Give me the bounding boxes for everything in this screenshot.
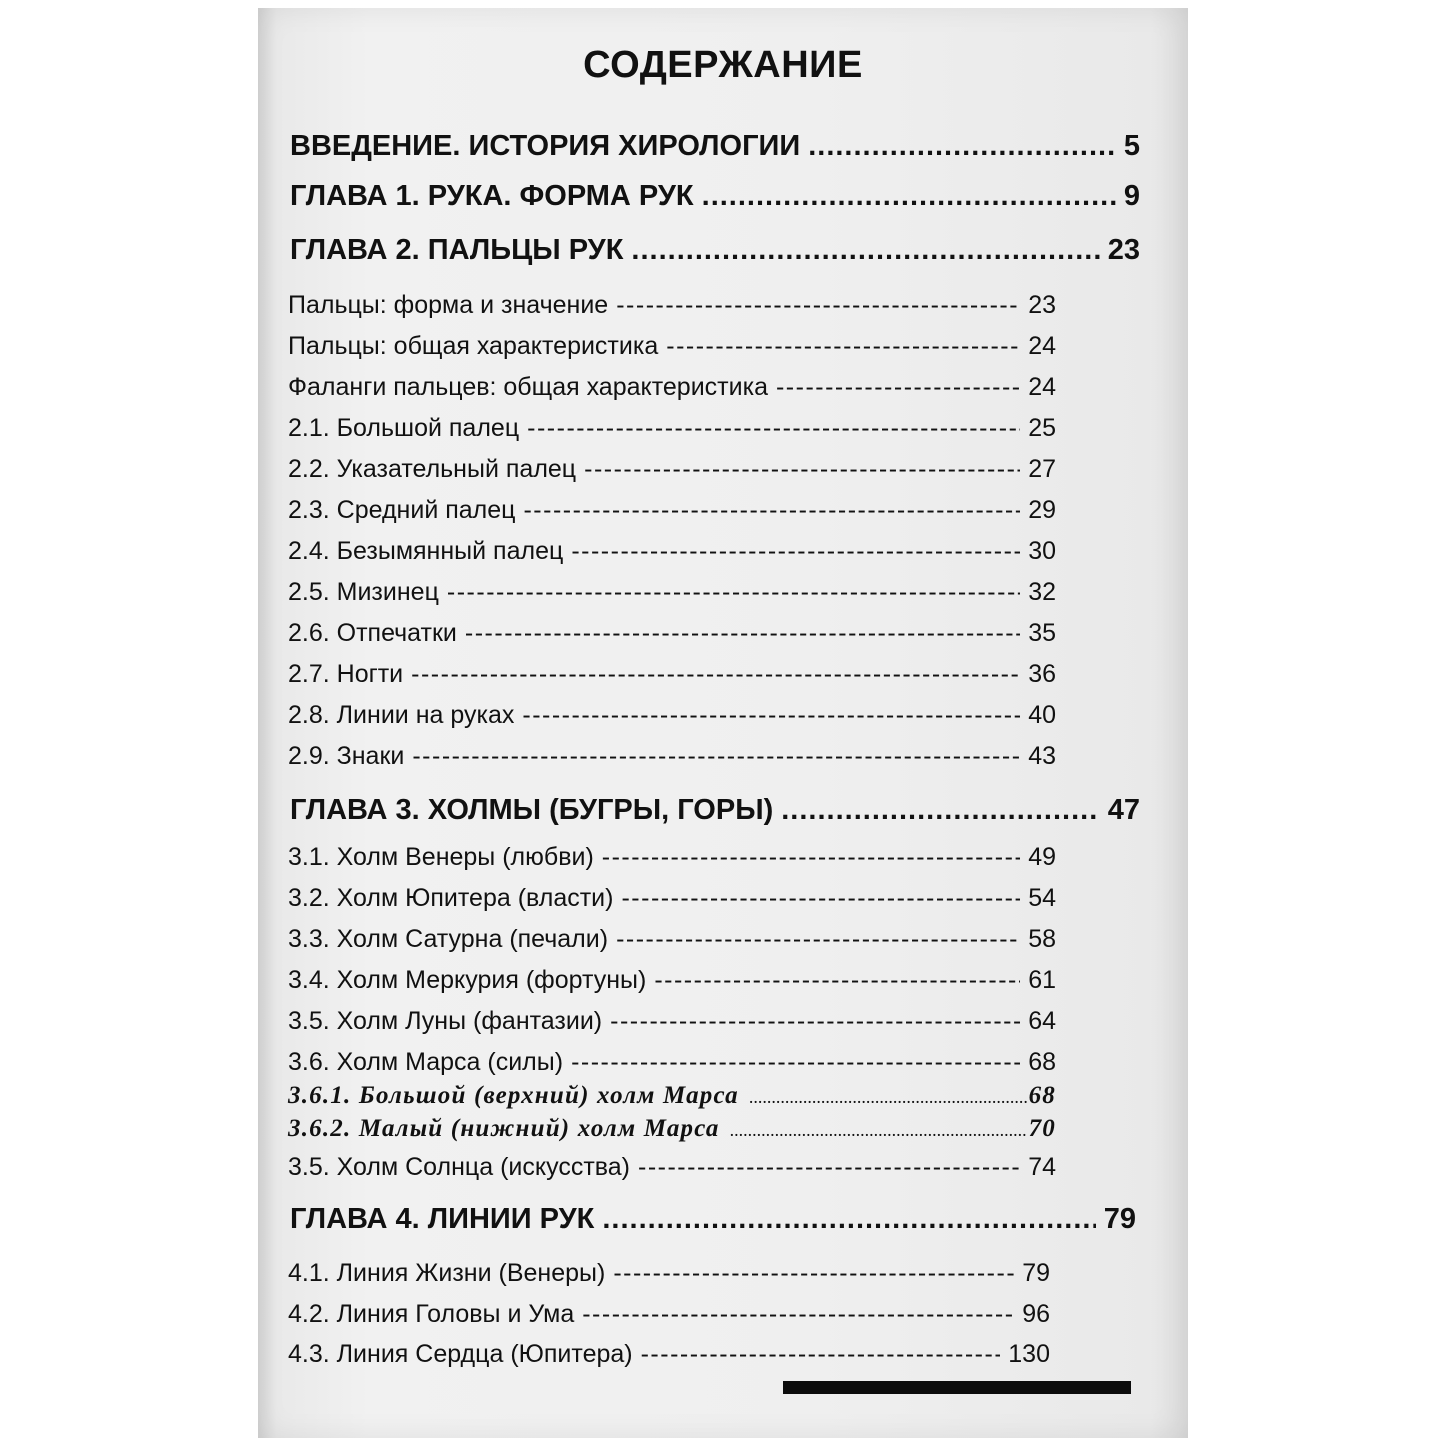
toc-item[interactable]	[288, 414, 1056, 443]
toc-page-number: 130	[1008, 1340, 1050, 1368]
toc-leader-dots	[702, 180, 1116, 213]
toc-leader-dashes	[621, 884, 1020, 913]
toc-page-number: 74	[1028, 1153, 1056, 1181]
toc-chapter-label: ГЛАВА 1. РУКА. ФОРМА РУК	[290, 180, 694, 212]
toc-page-number: 68	[1028, 1048, 1056, 1076]
toc-page-number: 23	[1107, 234, 1140, 266]
toc-subitem[interactable]	[288, 1082, 1056, 1110]
toc-leader-dashes	[522, 701, 1020, 730]
toc-item-label: 3.3. Холм Сатурна (печали)	[288, 925, 609, 953]
toc-subitem-label: 3.6.1. Большой (верхний) холм Марса	[288, 1082, 739, 1109]
toc-page-number: 96	[1022, 1300, 1050, 1328]
toc-leader-dashes	[613, 1259, 1014, 1288]
toc-item[interactable]	[288, 843, 1056, 872]
toc-item-label: 2.6. Отпечатки	[288, 619, 457, 647]
toc-leader-dashes	[616, 291, 1020, 320]
toc-item-label: 3.5. Холм Луны (фантазии)	[288, 1007, 603, 1035]
toc-chapter-intro[interactable]	[290, 130, 1140, 163]
toc-item-label: 2.3. Средний палец	[288, 496, 516, 524]
toc-leader-dashes	[584, 455, 1020, 484]
toc-leader-dashes	[654, 966, 1020, 995]
toc-page-number: 25	[1028, 414, 1056, 442]
toc-item[interactable]	[288, 578, 1056, 607]
toc-item[interactable]	[288, 884, 1056, 913]
toc-page-number: 64	[1028, 1007, 1056, 1035]
toc-chapter-label: ГЛАВА 4. ЛИНИИ РУК	[290, 1203, 595, 1235]
toc-item-label: 3.6. Холм Марса (силы)	[288, 1048, 564, 1076]
toc-leader-dashes	[641, 1340, 1001, 1369]
toc-chapter-2[interactable]	[290, 234, 1140, 267]
toc-leader-dashes	[523, 496, 1020, 525]
toc-page-number: 40	[1028, 701, 1056, 729]
toc-page-number: 27	[1028, 455, 1056, 483]
toc-item-label: 3.5. Холм Солнца (искусства)	[288, 1153, 630, 1181]
toc-item[interactable]	[288, 619, 1056, 648]
toc-page-number: 47	[1107, 794, 1140, 826]
toc-page-number: 79	[1022, 1259, 1050, 1287]
toc-subitem-label: 3.6.2. Малый (нижний) холм Марса	[288, 1115, 720, 1142]
toc-page-number: 61	[1028, 966, 1056, 994]
toc-chapter-1[interactable]	[290, 180, 1140, 213]
toc-item[interactable]	[288, 925, 1056, 954]
toc-leader-dashes	[447, 578, 1020, 607]
toc-leader-dashes	[582, 1300, 1014, 1329]
toc-leader-dashes	[411, 660, 1020, 689]
toc-item-label: 3.4. Холм Меркурия (фортуны)	[288, 966, 647, 994]
toc-page-number: 23	[1028, 291, 1056, 319]
toc-leader-dashes	[571, 1048, 1020, 1077]
toc-leader-dots	[602, 1203, 1095, 1236]
toc-chapter-label: ГЛАВА 2. ПАЛЬЦЫ РУК	[290, 234, 624, 266]
toc-page-number: 49	[1028, 843, 1056, 871]
toc-item[interactable]	[288, 1153, 1056, 1182]
toc-chapter-3[interactable]	[290, 794, 1140, 827]
toc-leader-dashes	[571, 537, 1020, 566]
toc-page-number: 30	[1028, 537, 1056, 565]
toc-item-label: 3.1. Холм Венеры (любви)	[288, 843, 594, 871]
toc-page-number: 70	[1028, 1115, 1056, 1142]
toc-item-label: 2.8. Линии на руках	[288, 701, 515, 729]
toc-page-number: 24	[1028, 332, 1056, 360]
toc-item-label: 2.2. Указательный палец	[288, 455, 577, 483]
toc-leader-dashes	[412, 742, 1020, 771]
toc-page-number: 68	[1028, 1082, 1056, 1109]
toc-leader-dashes	[527, 414, 1020, 443]
bottom-divider-bar	[783, 1381, 1131, 1394]
toc-item-label: 2.5. Мизинец	[288, 578, 439, 606]
toc-item[interactable]	[288, 1259, 1050, 1288]
toc-item-label: 2.9. Знаки	[288, 742, 405, 770]
book-page	[258, 8, 1188, 1438]
toc-item[interactable]	[288, 660, 1056, 689]
toc-page-number: 5	[1123, 130, 1140, 162]
toc-page-number: 29	[1028, 496, 1056, 524]
toc-leader-dashes	[616, 925, 1020, 954]
toc-page-number: 79	[1103, 1203, 1136, 1235]
toc-leader-dashes	[638, 1153, 1020, 1182]
toc-item[interactable]	[288, 291, 1056, 320]
toc-leader-dots	[730, 1115, 1027, 1143]
toc-page-number: 35	[1028, 619, 1056, 647]
toc-leader-dashes	[666, 332, 1020, 361]
toc-leader-dashes	[465, 619, 1020, 648]
toc-item[interactable]	[288, 742, 1056, 771]
toc-chapter-label: ГЛАВА 3. ХОЛМЫ (БУГРЫ, ГОРЫ)	[290, 794, 774, 826]
toc-item[interactable]	[288, 966, 1056, 995]
toc-item[interactable]	[288, 701, 1056, 730]
toc-item-label: Фаланги пальцев: общая характеристика	[288, 373, 768, 401]
toc-page-number: 32	[1028, 578, 1056, 606]
toc-page-number: 58	[1028, 925, 1056, 953]
toc-item[interactable]	[288, 1300, 1050, 1329]
toc-item-label: 2.1. Большой палец	[288, 414, 520, 442]
toc-item[interactable]	[288, 1340, 1050, 1369]
toc-leader-dots	[781, 794, 1099, 827]
toc-item-label: 4.2. Линия Головы и Ума	[288, 1300, 575, 1328]
toc-page-number: 54	[1028, 884, 1056, 912]
toc-item[interactable]	[288, 537, 1056, 566]
toc-leader-dots	[749, 1082, 1027, 1110]
toc-item-label: 4.1. Линия Жизни (Венеры)	[288, 1259, 606, 1287]
toc-item[interactable]	[288, 373, 1056, 402]
toc-item-label: 3.2. Холм Юпитера (власти)	[288, 884, 614, 912]
toc-chapter-label: ВВЕДЕНИЕ. ИСТОРИЯ ХИРОЛОГИИ	[290, 130, 801, 162]
page-title: СОДЕРЖАНИЕ	[583, 44, 863, 86]
toc-item-label: 4.3. Линия Сердца (Юпитера)	[288, 1340, 633, 1368]
toc-item[interactable]	[288, 455, 1056, 484]
toc-page-number: 43	[1028, 742, 1056, 770]
toc-leader-dashes	[610, 1007, 1020, 1036]
toc-subitem[interactable]	[288, 1115, 1056, 1143]
toc-leader-dots	[631, 234, 1099, 267]
toc-item-label: 2.7. Ногти	[288, 660, 404, 688]
toc-item[interactable]	[288, 1048, 1056, 1077]
toc-item-label: Пальцы: общая характеристика	[288, 332, 659, 360]
toc-page-number: 36	[1028, 660, 1056, 688]
toc-chapter-4[interactable]	[290, 1203, 1136, 1236]
toc-leader-dashes	[776, 373, 1020, 402]
toc-page-number: 24	[1028, 373, 1056, 401]
toc-page-number: 9	[1123, 180, 1140, 212]
toc-item-label: Пальцы: форма и значение	[288, 291, 609, 319]
toc-item[interactable]	[288, 496, 1056, 525]
toc-leader-dashes	[602, 843, 1020, 872]
toc-leader-dots	[808, 130, 1116, 163]
toc-item-label: 2.4. Безымянный палец	[288, 537, 564, 565]
toc-item[interactable]	[288, 1007, 1056, 1036]
toc-item[interactable]	[288, 332, 1056, 361]
